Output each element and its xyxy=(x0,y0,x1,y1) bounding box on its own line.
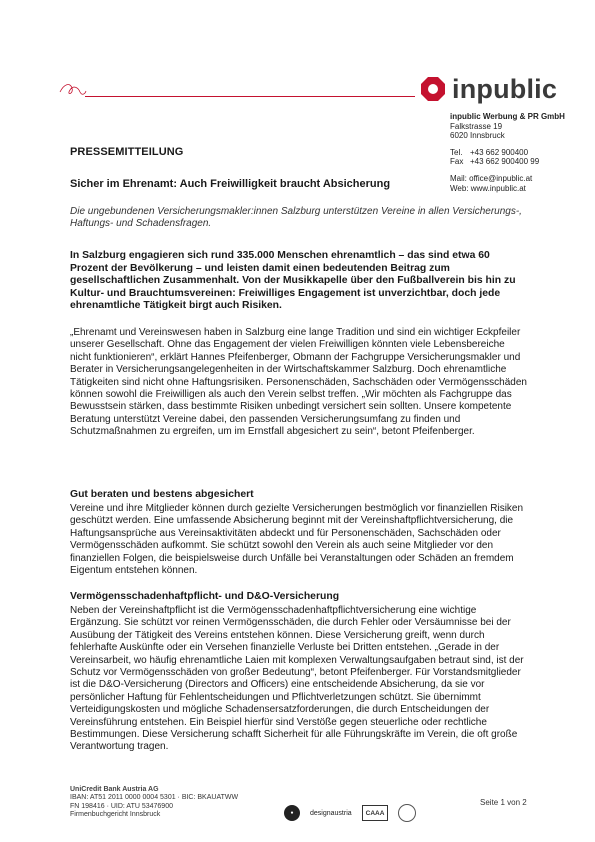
web-link[interactable]: Web: www.inpublic.at xyxy=(450,183,526,193)
company-street: Falkstrasse 19 xyxy=(450,121,503,131)
seal-icon xyxy=(398,804,416,822)
bank-line-3: Firmenbuchgericht Innsbruck xyxy=(70,810,161,818)
section-heading-1: Gut beraten und bestens abgesichert xyxy=(70,489,254,500)
mail-link[interactable]: Mail: office@inpublic.at xyxy=(450,173,533,183)
brand-logo xyxy=(420,74,557,104)
tel-label: Tel. xyxy=(450,147,463,157)
bank-line-1: IBAN: AT51 2011 0000 0004 5301 · BIC: BKAUATWW xyxy=(70,794,239,802)
tel-value[interactable]: +43 662 900400 xyxy=(470,147,529,157)
paragraph-1: „Ehrenamt und Vereinswesen haben in Salzburg eine lange Tradition und sind ein wichtiger Eckpfeiler unserer Gesellschaft. Ohne das Engagement der vielen Freiwilligen könnten viele Lebensbereiche nicht funktionieren“, erklärt Hannes Pfeifenberger, Obmann der Fachgruppe Versicherungsmakler und Berater in Versicherungsangelegenheiten in der Wirtschaftskammer Salzburg. Doch ehrenamtliche Tätigkeiten sind nicht ohne Haftungsrisiken. Personenschäden, Sachschäden oder Vermögensschäden können sowohl die Freiwilligen als auch den Verein selbst treffen. „Wir möchten als Fachgruppe das Bewusstsein stärken, dass bestimmte Risiken unbedingt versichert sein sollten. Unsere kompetente Beratung unterstützt Vereine dabei, den passenden Versicherungsumfang zu finden und Schutzmaßnahmen zu ergreifen, um im Ernstfall abgesichert zu sein“, betont Pfeifenberger. xyxy=(70,327,527,438)
company-city: 6020 Innsbruck xyxy=(450,131,505,141)
paragraph-3: Neben der Vereinshaftpflicht ist die Vermögensschadenhaftpflichtversicherung eine wichtige Ergänzung. Sie schützt vor reinen Vermögensschäden, die durch Fehler oder Versäumnisse bei der Ausübung der Tätigkeit des Vereins entstehen können. Diese Versicherung greift, wenn durch fehlerhafte Auskünfte oder ein Versehen finanzielle Verluste bei Dritten entstehen. „Gerade in der Vereinsarbeit, wo häufig ehrenamtliche Laien mit komplexen Verwaltungsaufgaben betraut sind, ist der Schutz vor Vermögensschäden von großer Bedeutung“, betont Pfeifenberger. Für Vorstandsmitglieder ist die D&O-Versicherung (Directors and Officers) eine entscheidende Absicherung, da sie vor persönlicher Haftung für Fehlentscheidungen und Pflichtverletzungen schützt. Sie übernimmt Verteidigungskosten und mögliche Schadensersatzforderungen, die durch Entscheidungen der Vereinsführung entstehen. Ein Beispiel hierfür sind Verstöße gegen steuerliche oder rechtliche Bestimmungen. Diese Versicherung schafft Sicherheit für alle Führungskräfte im Verein, die oft große Verantwortung tragen. xyxy=(70,605,524,753)
fax-row xyxy=(450,157,590,167)
brand-name: inpublic xyxy=(452,74,558,104)
lead-paragraph: In Salzburg engagieren sich rund 335.000 Menschen ehrenamtlich – das sind etwa 60 Prozent der Bevölkerung – und leisten damit einen bedeutenden Beitrag zum gesellschaftlichen Zusammenhalt. Von der Musikkapelle über den Fußballverein bis hin zu Kultur- und Brauchtumsvereinen: Freiwilliges Engagement ist unverzichtbar, doch jede ehrenamtliche Tätigkeit birgt auch Risiken. xyxy=(70,250,516,311)
company-name: inpublic Werbung & PR GmbH xyxy=(450,112,565,121)
headline: Sicher im Ehrenamt: Auch Freiwilligkeit braucht Absicherung xyxy=(70,178,391,190)
paragraph-2: Vereine und ihre Mitglieder können durch gezielte Versicherungen bestmöglich vor finanziellen Risiken geschützt werden. Eine umfassende Absicherung beginnt mit der Vereinshaftpflichtversicherung, die Haftungsansprüche aus Vereinsaktivitäten abdeckt und für Personenschäden, Sachschäden oder Vermögensschäden aufkommt. Sie schützt sowohl den Verein als auch seine Mitglieder vor den finanziellen Folgen, die beispielsweise durch Unfälle bei Veranstaltungen oder Schäden an fremdem Eigentum entstehen können. xyxy=(70,503,524,577)
badge-circle-icon: ● xyxy=(284,805,300,821)
bank-details xyxy=(70,786,238,819)
subtitle: Die ungebundenen Versicherungsmakler:innen Salzburg unterstützen Vereine in allen Versicherungs-, Haftungs- und Schadensfragen. xyxy=(70,206,522,230)
bank-line-2: FN 198416 · UID: ATU 53476900 xyxy=(70,802,173,810)
brand-octagon-icon xyxy=(420,76,446,102)
doc-label: PRESSEMITTEILUNG xyxy=(70,146,184,158)
section-heading-2: Vermögensschadenhaftpflicht- und D&O-Versicherung xyxy=(70,591,340,602)
fax-label: Fax xyxy=(450,157,464,167)
designaustria-logo: designaustria xyxy=(310,809,352,817)
footer-logos xyxy=(284,804,416,822)
fax-value: +43 662 900400 99 xyxy=(470,157,540,167)
caaa-logo: CAAA xyxy=(362,805,389,821)
header-rule xyxy=(85,96,415,97)
page-number: Seite 1 von 2 xyxy=(480,798,527,807)
signature-mark-icon xyxy=(58,78,88,100)
bank-title: UniCredit Bank Austria AG xyxy=(70,786,159,793)
